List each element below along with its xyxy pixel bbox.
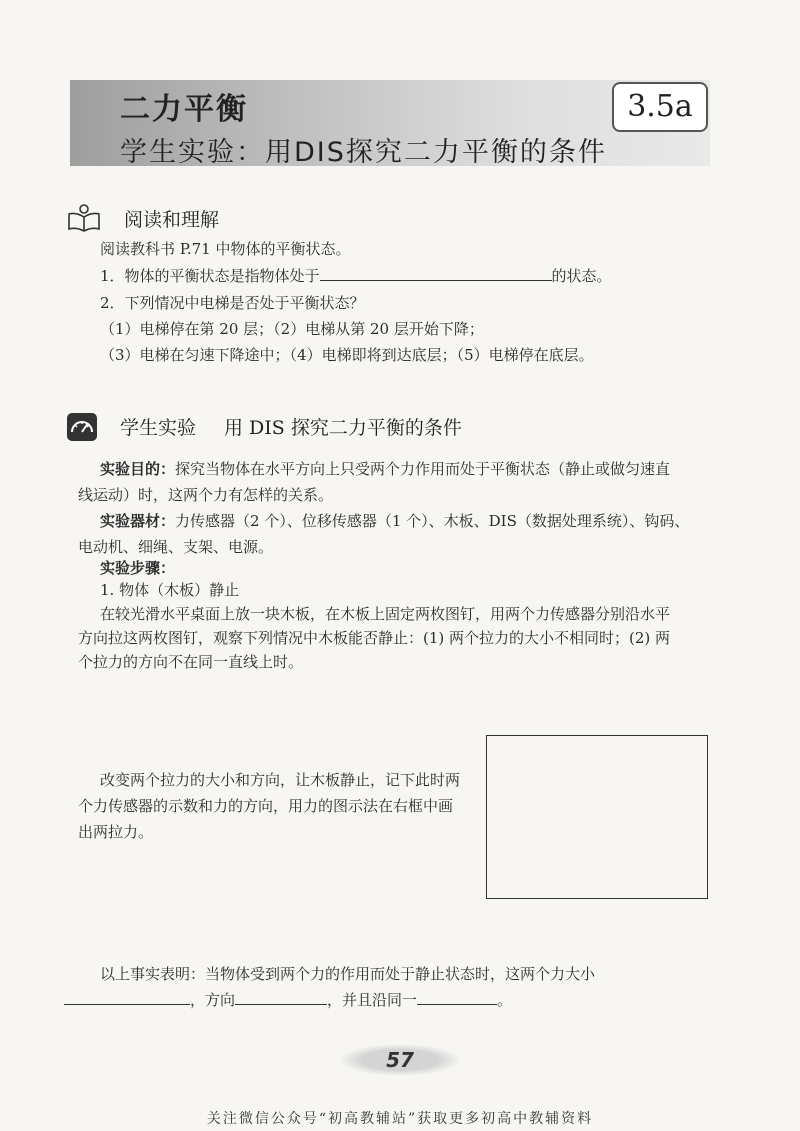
step-1-line-2: 方向拉这两枚图钉，观察下列情况中木板能否静止：(1) 两个拉力的大小不相同时；(2) 两 (78, 629, 671, 647)
equipment-label: 实验器材： (100, 512, 176, 530)
step-1-line-3: 个拉力的方向不在同一直线上时。 (78, 653, 304, 671)
conclusion-line-1: 以上事实表明：当物体受到两个力的作用而处于静止状态时，这两个力大小 (100, 965, 596, 983)
conclusion-line-2 (64, 986, 512, 1014)
answer-blank-direction[interactable] (235, 986, 327, 1005)
purpose-line-2: 线运动）时，这两个力有怎样的关系。 (78, 486, 334, 504)
reading-question-2: 2．下列情况中电梯是否处于平衡状态？ (100, 294, 365, 312)
answer-blank-line[interactable] (417, 986, 497, 1005)
equipment-text: 力传感器（2 个）、位移传感器（1 个）、木板、DIS（数据处理系统）、钩码、 (175, 512, 690, 530)
steps-label: 实验步骤： (100, 559, 176, 577)
experiment-heading-topic: 用 DIS 探究二力平衡的条件 (224, 417, 462, 439)
purpose-line-1 (100, 455, 670, 483)
reading-heading: 阅读和理解 (124, 209, 220, 231)
question-1-tail: 的状态。 (551, 267, 612, 285)
conclusion-direction-text: ，方向 (190, 991, 236, 1009)
equipment-line-2: 电动机、细绳、支架、电源。 (78, 538, 274, 556)
reading-question-1 (100, 262, 612, 290)
elevator-cases-line-1: （1）电梯停在第 20 层；（2）电梯从第 20 层开始下降； (100, 320, 484, 338)
step-1-title: 1. 物体（木板）静止 (100, 581, 240, 599)
purpose-label: 实验目的： (100, 460, 176, 478)
conclusion-end-text: 。 (497, 991, 513, 1009)
question-1-text: 1．物体的平衡状态是指物体处于 (100, 267, 320, 285)
reading-intro: 阅读教科书 P.71 中物体的平衡状态。 (100, 240, 351, 258)
page-title: 二力平衡 (120, 92, 248, 127)
footer-note: 关注微信公众号“初高教辅站”获取更多初高中教辅资料 (206, 1111, 594, 1127)
conclusion-along-text: ，并且沿同一 (327, 991, 418, 1009)
elevator-cases-line-2: （3）电梯在匀速下降途中；（4）电梯即将到达底层；（5）电梯停在底层。 (100, 346, 594, 364)
step-1-line-1: 在较光滑水平桌面上放一块木板，在木板上固定两枚图钉，用两个力传感器分别沿水平 (100, 605, 671, 623)
open-book-person-icon (66, 202, 102, 232)
section-number-badge: 3.5a (612, 82, 708, 132)
draw-instruction-line-1: 改变两个拉力的大小和方向，让木板静止，记下此时两 (100, 771, 461, 789)
answer-blank-magnitude[interactable] (64, 986, 190, 1005)
page-number: 57 (340, 1044, 460, 1076)
draw-instruction-line-2: 个力传感器的示数和力的方向，用力的图示法在右框中画 (78, 797, 454, 815)
purpose-text: 探究当物体在水平方向上只受两个力作用而处于平衡状态（静止或做匀速直 (175, 460, 671, 478)
gauge-meter-icon (66, 412, 102, 442)
experiment-heading (120, 413, 462, 440)
answer-blank-state[interactable] (320, 262, 552, 281)
page-subtitle: 学生实验：用DIS探究二力平衡的条件 (120, 137, 607, 168)
draw-instruction-line-3: 出两拉力。 (78, 823, 154, 841)
force-diagram-drawing-box[interactable] (486, 735, 708, 899)
experiment-heading-label: 学生实验 (120, 417, 197, 439)
equipment-line-1 (100, 507, 689, 535)
